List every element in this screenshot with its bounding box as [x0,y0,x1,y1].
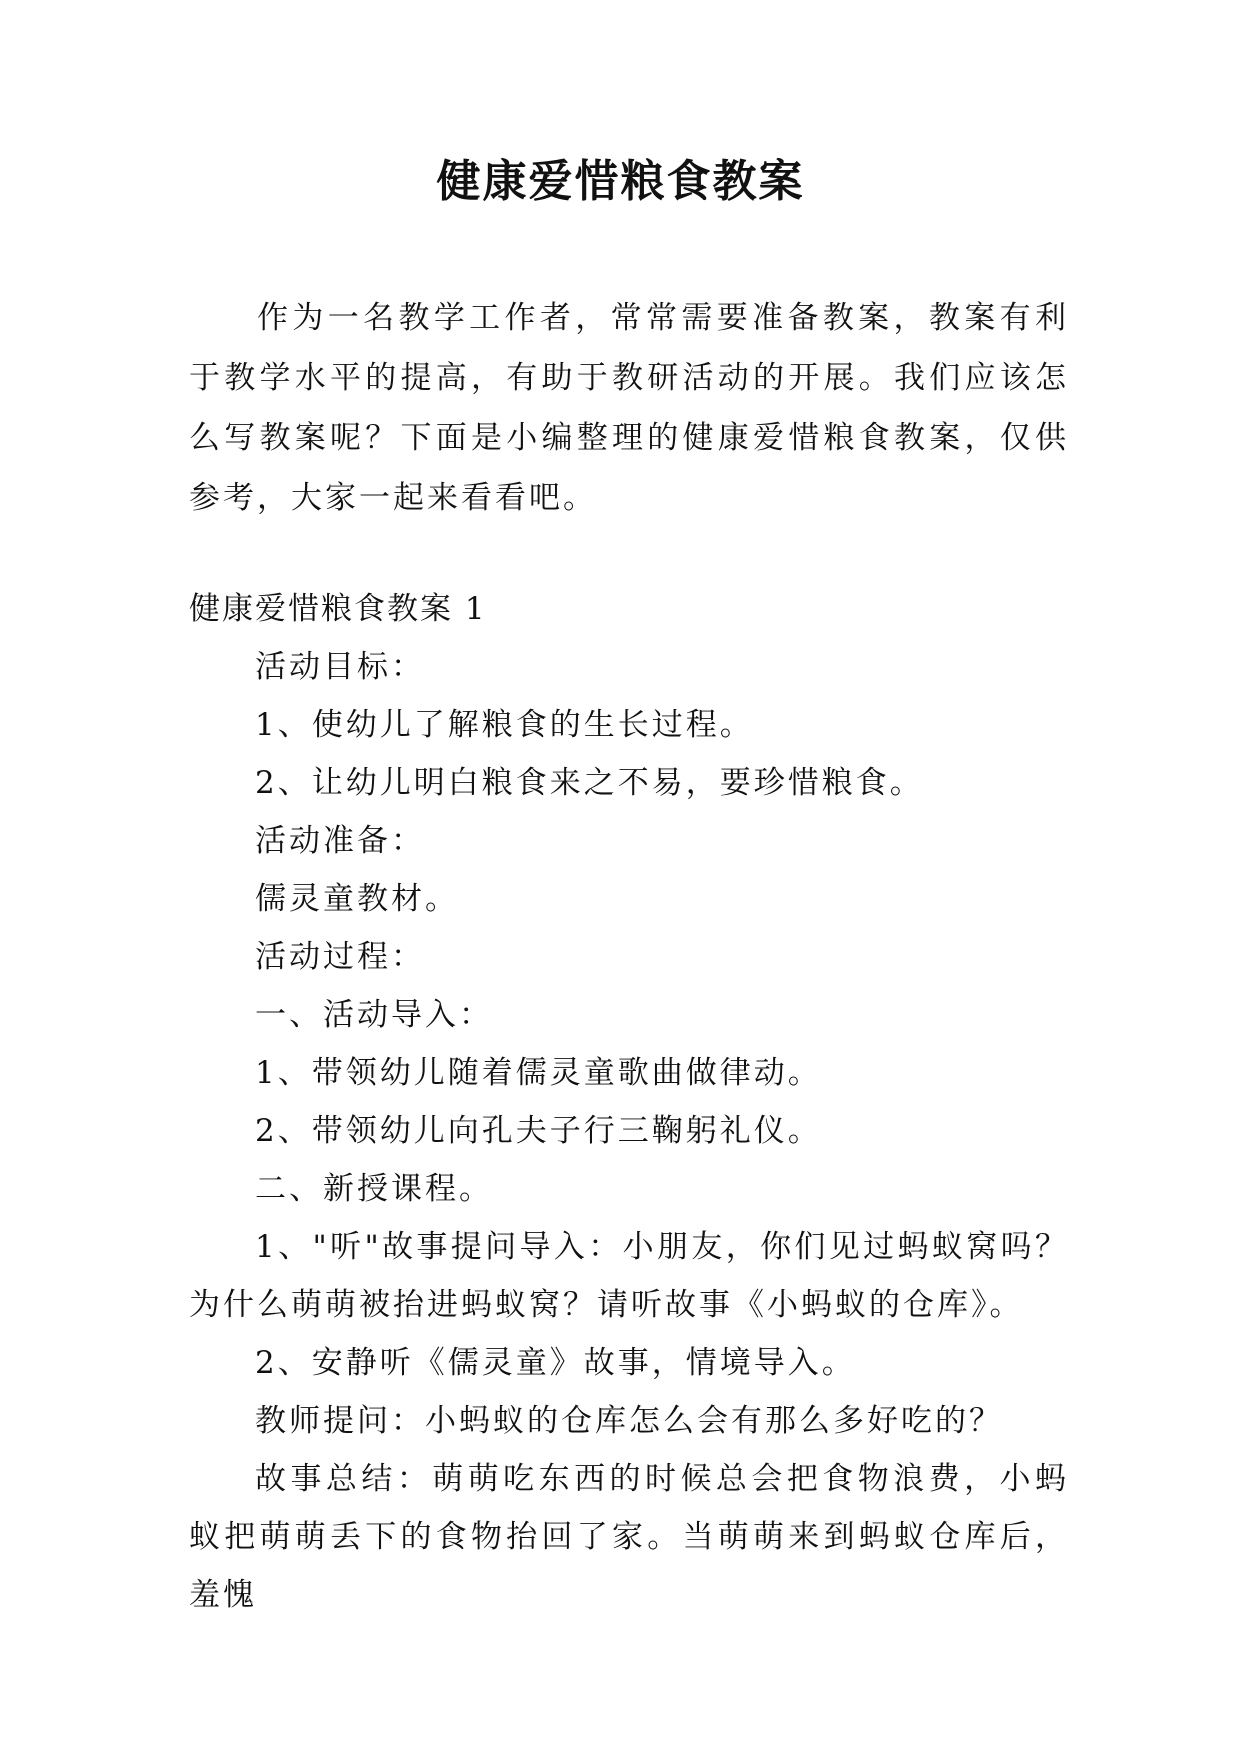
body-paragraph: 1、使幼儿了解粮食的生长过程。 [255,707,754,743]
body-paragraph: 2、带领幼儿向孔夫子行三鞠躬礼仪。 [255,1113,822,1149]
body-paragraph: 儒灵童教材。 [255,881,459,917]
body-paragraph: 1、带领幼儿随着儒灵童歌曲做律动。 [255,1055,822,1091]
body-paragraph: 一、活动导入： [255,997,493,1033]
body-paragraph: 活动准备： [255,823,425,859]
body-paragraph: 2、安静听《儒灵童》故事，情境导入。 [255,1345,856,1381]
document-body [189,638,1069,1624]
body-paragraph: 活动目标： [255,649,425,685]
body-paragraph: 教师提问：小蚂蚁的仓库怎么会有那么多好吃的？ [255,1403,1003,1439]
body-paragraph: 二、新授课程。 [255,1171,493,1207]
body-paragraph: 故事总结：萌萌吃东西的时候总会把食物浪费，小蚂蚁把萌萌丢下的食物抬回了家。当萌萌来到蚂蚁仓库后，羞愧 [189,1461,1069,1613]
document-title: 健康爱惜粮食教案 [436,156,805,207]
body-paragraph: 活动过程： [255,939,425,975]
body-paragraph: 1、"听"故事提问导入：小朋友，你们见过蚂蚁窝吗？为什么萌萌被抬进蚂蚁窝？请听故事《小蚂蚁的仓库》。 [189,1229,1069,1323]
intro-paragraph: 作为一名教学工作者，常常需要准备教案，教案有利于教学水平的提高，有助于教研活动的开展。我们应该怎么写教案呢？下面是小编整理的健康爱惜粮食教案，仅供参考，大家一起来看看吧。 [189,300,1069,516]
body-paragraph: 2、让幼儿明白粮食来之不易，要珍惜粮食。 [255,765,924,801]
section-heading: 健康爱惜粮食教案 1 [189,591,487,627]
